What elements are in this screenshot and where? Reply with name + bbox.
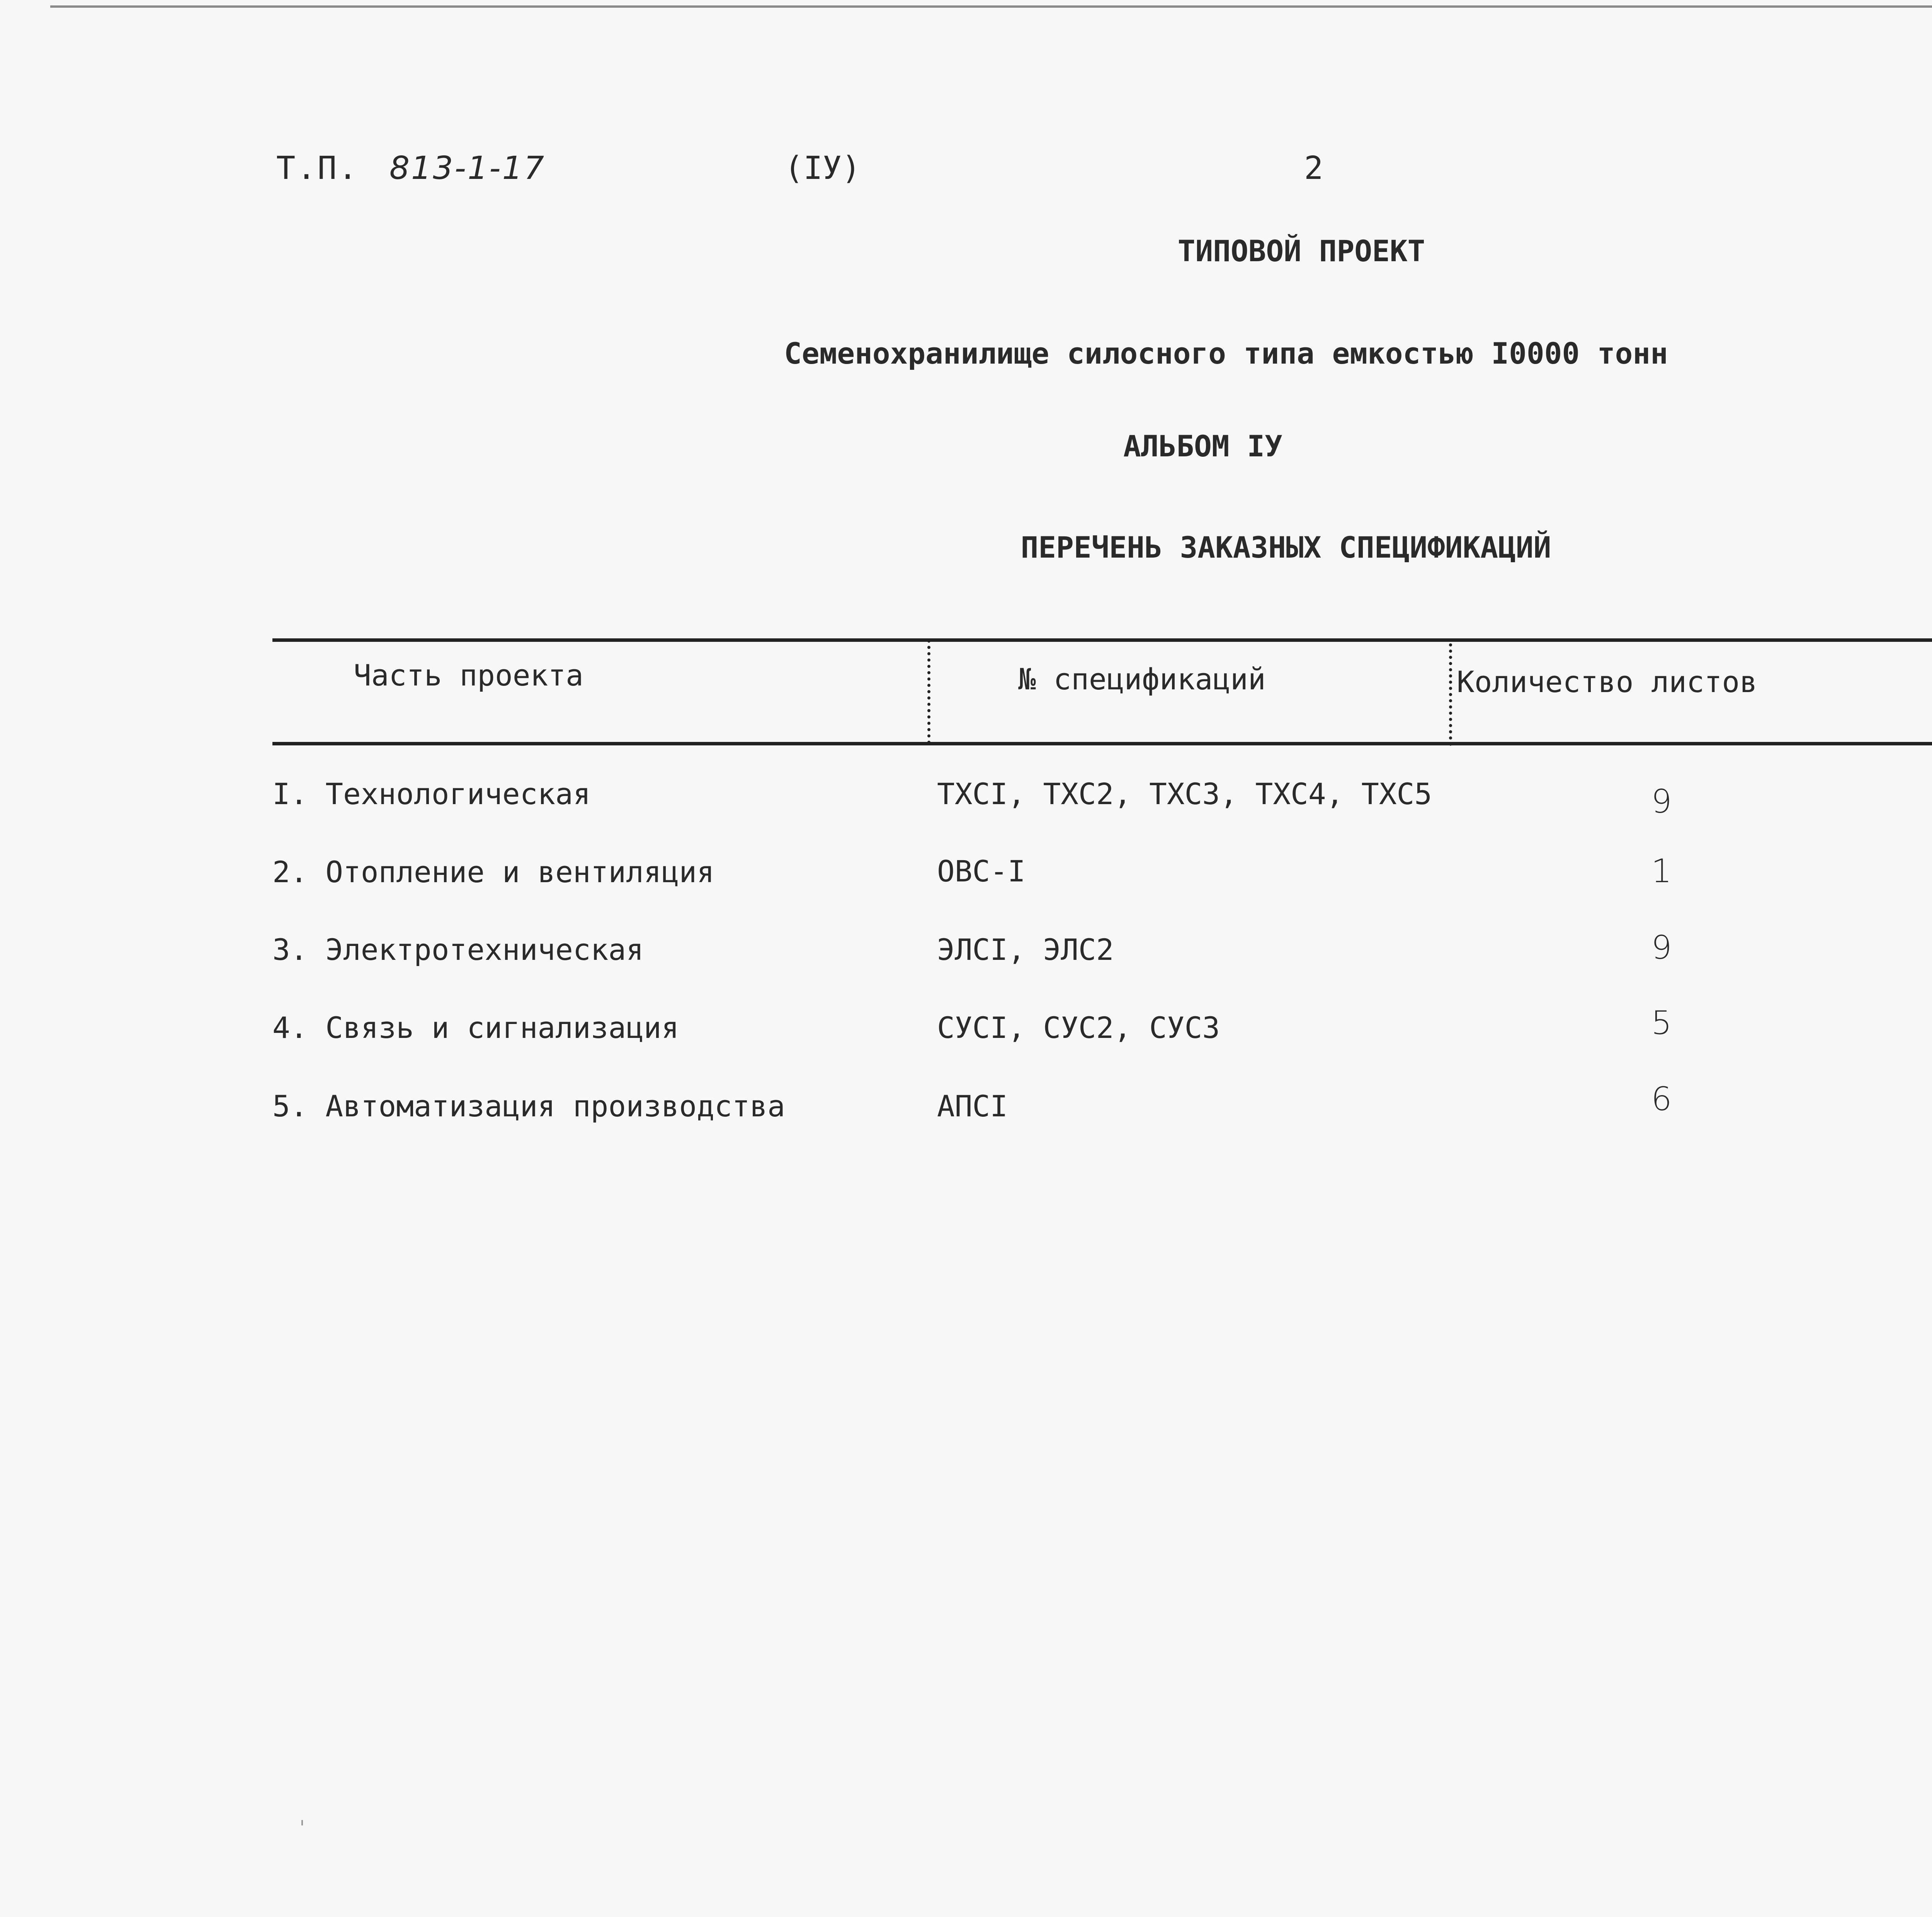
header-spec: № спецификаций xyxy=(1018,662,1266,696)
row5-spec: АПСI xyxy=(937,1089,1008,1123)
header-part: Часть проекта xyxy=(354,658,583,692)
list-title: ПЕРЕЧЕНЬ ЗАКАЗНЫХ СПЕЦИФИКАЦИЙ xyxy=(1020,530,1551,565)
row2-spec: ОВС-I xyxy=(937,854,1026,888)
row4-part: 4. Связь и сигнализация xyxy=(272,1010,679,1045)
project-name-title: Семенохранилище силосного типа емкостью I0000 тонн xyxy=(784,336,1668,371)
project-code xyxy=(276,150,546,187)
row2-part: 2. Отопление и вентиляция xyxy=(272,855,714,889)
scan-speck xyxy=(301,1820,303,1825)
row2-sheets: 1 xyxy=(1651,852,1672,890)
row5-part: 5. Автоматизация производства xyxy=(272,1089,785,1123)
row1-sheets: 9 xyxy=(1651,782,1672,820)
page-number: 2 xyxy=(1304,150,1323,187)
table-header-rule xyxy=(272,742,1932,745)
row3-part: 3. Электротехническая xyxy=(272,932,644,967)
album-code: (IУ) xyxy=(784,150,861,187)
header-sheets: Количество листов xyxy=(1457,665,1757,699)
row4-sheets: 5 xyxy=(1651,1004,1672,1042)
column-separator xyxy=(1449,643,1455,746)
row3-spec: ЭЛСI, ЭЛС2 xyxy=(937,932,1114,967)
album-title: АЛЬБОМ IУ xyxy=(1123,429,1282,463)
project-code-number: 813-1-17 xyxy=(389,150,546,187)
row3-sheets: 9 xyxy=(1651,929,1672,966)
table-top-rule xyxy=(272,638,1932,642)
row4-spec: СУСI, СУС2, СУС3 xyxy=(937,1010,1220,1045)
project-code-prefix: Т.П. xyxy=(276,150,359,187)
column-separator xyxy=(927,640,934,744)
row5-sheets: 6 xyxy=(1651,1080,1672,1118)
project-type-title: ТИПОВОЙ ПРОЕКТ xyxy=(1177,234,1425,268)
scan-top-edge xyxy=(50,5,1932,8)
row1-spec: ТХСI, ТХС2, ТХС3, ТХС4, ТХС5 xyxy=(937,777,1432,811)
row1-part: I. Технологическая xyxy=(272,777,591,811)
